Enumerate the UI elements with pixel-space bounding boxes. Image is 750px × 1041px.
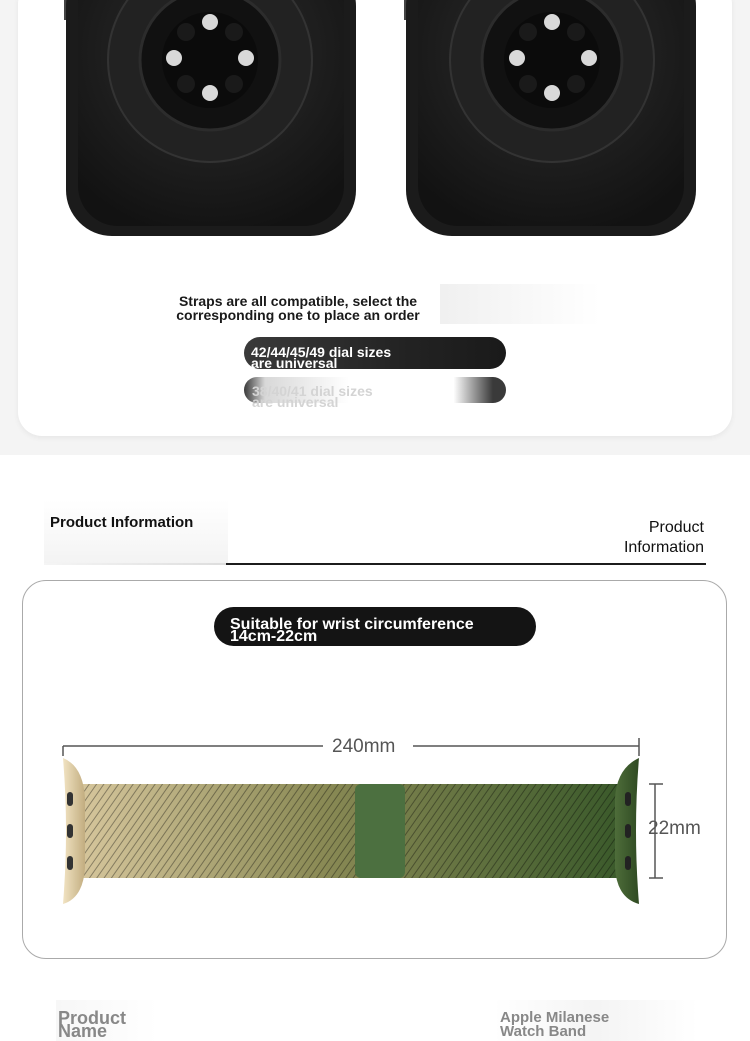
dial-size-large-label: 42/44/45/49 dial sizes are universal bbox=[251, 344, 392, 371]
product-info-label-background bbox=[44, 500, 228, 564]
dial-size-large-pill bbox=[244, 337, 506, 369]
dial-size-small-pill bbox=[244, 377, 506, 410]
product-name-value: Apple Milanese Watch Band bbox=[500, 1009, 610, 1040]
product-info-title-right: Product Information bbox=[623, 519, 704, 556]
wrist-circumference-pill bbox=[214, 607, 536, 646]
watch-back-image-right bbox=[404, 0, 696, 240]
dial-size-small-label: 38/40/41 dial sizes are universal bbox=[252, 383, 373, 410]
compatibility-note: Straps are all compatible, select the corresponding one to place an order bbox=[176, 293, 420, 323]
section-divider-fade bbox=[44, 563, 226, 565]
band-width-label: 22mm bbox=[648, 818, 701, 839]
band-length-label: 240mm bbox=[332, 736, 396, 757]
section-divider bbox=[226, 563, 706, 565]
watch-back-image-left bbox=[64, 0, 356, 240]
product-info-title-left: Product Information bbox=[50, 514, 194, 531]
milanese-band-image bbox=[55, 738, 725, 908]
wrist-circumference-label: Suitable for wrist circumference 14cm-22cm bbox=[230, 616, 474, 645]
product-name-label: Product Name bbox=[58, 1008, 127, 1041]
